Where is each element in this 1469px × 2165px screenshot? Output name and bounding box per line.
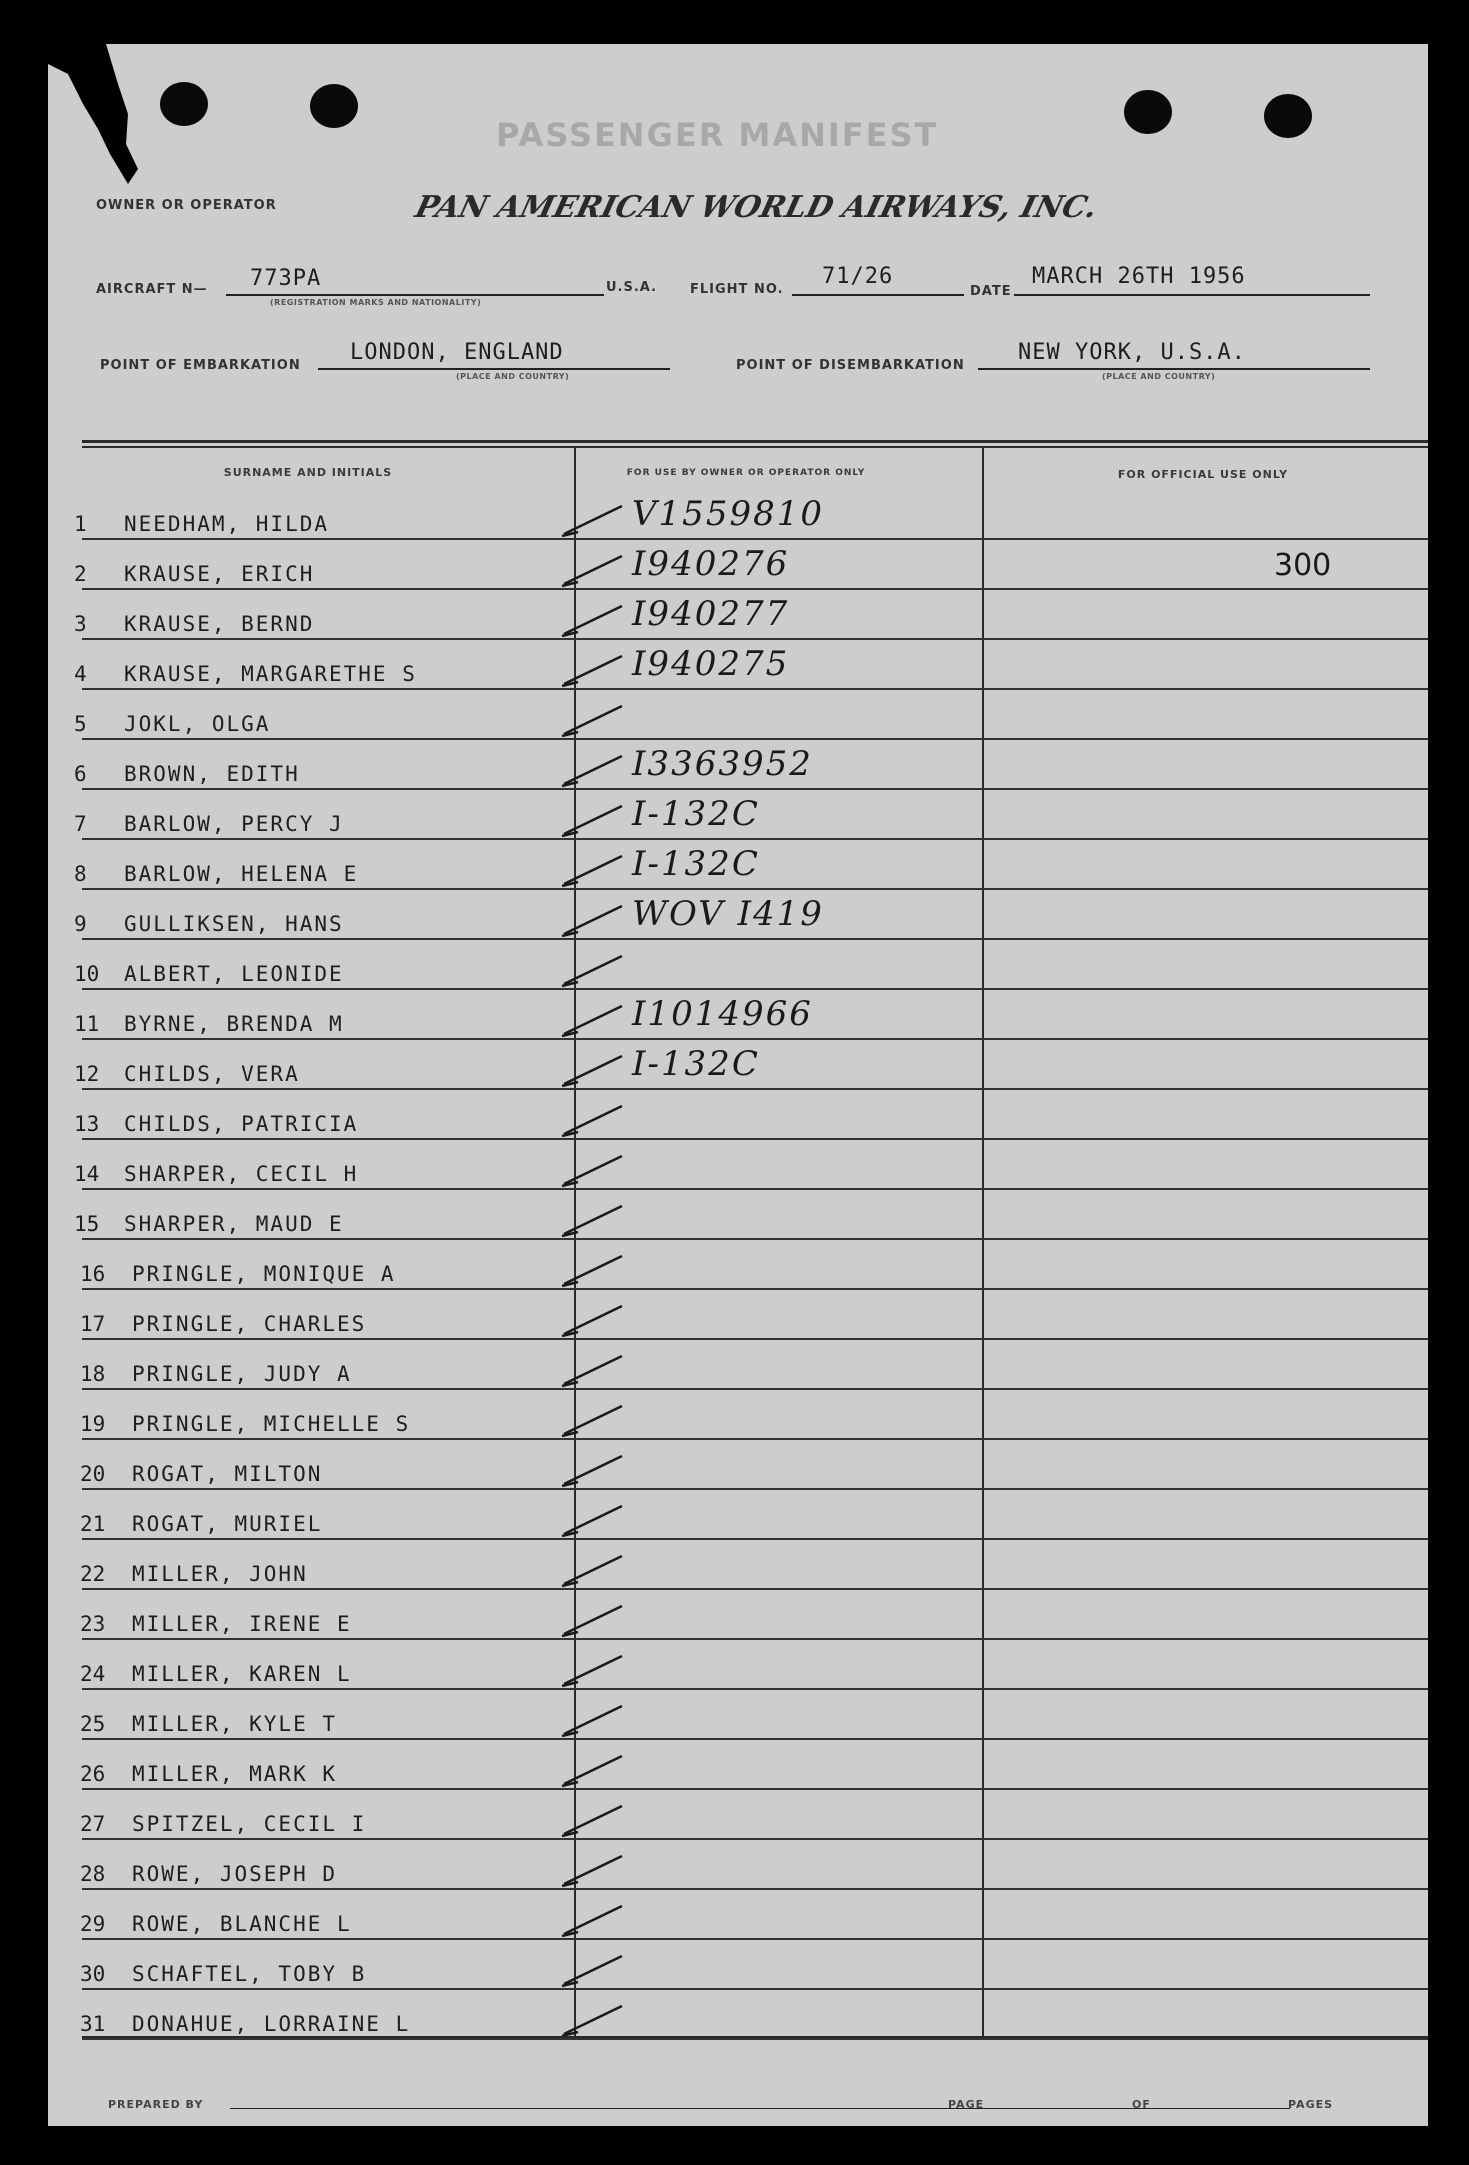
punch-hole: [310, 84, 358, 128]
row-rule: [82, 1088, 1428, 1090]
row-rule: [82, 1588, 1428, 1590]
form-title: PASSENGER MANIFEST: [496, 116, 939, 154]
check-mark-icon: [556, 1496, 646, 1546]
passenger-number: 23: [80, 1612, 106, 1636]
aircraft-line: [226, 294, 604, 296]
torn-corner: [48, 44, 168, 204]
row-rule: [82, 2038, 1428, 2040]
operator-note: I940276: [632, 544, 790, 584]
check-mark-icon: [556, 1746, 646, 1796]
row-rule: [82, 1988, 1428, 1990]
check-mark-icon: [556, 696, 646, 746]
operator-note: I940275: [632, 644, 790, 684]
check-mark-icon: [556, 1996, 646, 2046]
disembark-label: POINT OF DISEMBARKATION: [736, 358, 965, 373]
passenger-number: 4: [74, 662, 87, 686]
check-mark-icon: [556, 1346, 646, 1396]
operator-note: I940277: [632, 594, 790, 634]
passenger-number: 13: [74, 1112, 100, 1136]
passenger-name: ROWE, JOSEPH D: [132, 1862, 338, 1886]
row-rule: [82, 1288, 1428, 1290]
passenger-name: CHILDS, VERA: [124, 1062, 300, 1086]
passenger-name: PRINGLE, MICHELLE S: [132, 1412, 411, 1436]
passenger-number: 27: [80, 1812, 106, 1836]
passenger-number: 10: [74, 962, 100, 986]
footer-rule: [82, 2036, 1428, 2038]
passenger-name: BROWN, EDITH: [124, 762, 300, 786]
passenger-number: 3: [74, 612, 87, 636]
row-rule: [82, 788, 1428, 790]
passenger-name: DONAHUE, LORRAINE L: [132, 2012, 411, 2036]
passenger-name: BARLOW, HELENA E: [124, 862, 359, 886]
usa-label: U.S.A.: [606, 280, 658, 295]
embark-caption: (PLACE AND COUNTRY): [456, 372, 570, 381]
prepared-label: PREPARED BY: [108, 2098, 204, 2111]
passenger-name: BARLOW, PERCY J: [124, 812, 344, 836]
row-rule: [82, 1738, 1428, 1740]
passenger-name: SHARPER, CECIL H: [124, 1162, 359, 1186]
col-divider-2: [982, 446, 984, 2036]
embark-value: LONDON, ENGLAND: [350, 340, 564, 365]
row-rule: [82, 1438, 1428, 1440]
disembark-value: NEW YORK, U.S.A.: [1018, 340, 1246, 365]
flight-label: FLIGHT NO.: [690, 282, 784, 297]
table-top-rule: [82, 440, 1428, 443]
passenger-number: 20: [80, 1462, 106, 1486]
row-rule: [82, 1788, 1428, 1790]
page-label: PAGE: [948, 2098, 985, 2111]
passenger-name: KRAUSE, BERND: [124, 612, 315, 636]
flight-line: [792, 294, 964, 296]
row-rule: [82, 1238, 1428, 1240]
passenger-name: PRINGLE, MONIQUE A: [132, 1262, 396, 1286]
table-top-rule-2: [82, 446, 1428, 448]
row-rule: [82, 1188, 1428, 1190]
row-rule: [82, 688, 1428, 690]
passenger-number: 9: [74, 912, 87, 936]
prepared-line: [230, 2108, 990, 2109]
aircraft-value: 773PA: [250, 266, 322, 291]
row-rule: [82, 588, 1428, 590]
aircraft-label: AIRCRAFT N—: [96, 282, 208, 297]
operator-note: I3363952: [632, 744, 813, 784]
flight-value: 71/26: [822, 264, 894, 289]
check-mark-icon: [556, 1796, 646, 1846]
operator-note: I-132C: [632, 844, 760, 884]
col-header-operator: FOR USE BY OWNER OR OPERATOR ONLY: [626, 468, 866, 478]
check-mark-icon: [556, 1446, 646, 1496]
passenger-number: 5: [74, 712, 87, 736]
row-rule: [82, 738, 1428, 740]
passenger-number: 17: [80, 1312, 106, 1336]
check-mark-icon: [556, 1196, 646, 1246]
row-rule: [82, 1138, 1428, 1140]
row-rule: [82, 838, 1428, 840]
passenger-name: CHILDS, PATRICIA: [124, 1112, 359, 1136]
check-mark-icon: [556, 946, 646, 996]
check-mark-icon: [556, 1546, 646, 1596]
passenger-name: SCHAFTEL, TOBY B: [132, 1962, 367, 1986]
disembark-line: [978, 368, 1370, 370]
punch-hole: [1124, 90, 1172, 134]
row-rule: [82, 888, 1428, 890]
passenger-number: 12: [74, 1062, 100, 1086]
punch-hole: [160, 82, 208, 126]
passenger-number: 16: [80, 1262, 106, 1286]
punch-hole: [1264, 94, 1312, 138]
disembark-caption: (PLACE AND COUNTRY): [1102, 372, 1216, 381]
passenger-name: SPITZEL, CECIL I: [132, 1812, 367, 1836]
official-use-value: 300: [1274, 548, 1332, 583]
page-line: [990, 2108, 1290, 2109]
date-value: MARCH 26TH 1956: [1032, 264, 1246, 289]
passenger-number: 21: [80, 1512, 106, 1536]
row-rule: [82, 1338, 1428, 1340]
passenger-number: 24: [80, 1662, 106, 1686]
passenger-name: MILLER, JOHN: [132, 1562, 308, 1586]
passenger-name: MILLER, KAREN L: [132, 1662, 352, 1686]
passenger-name: ALBERT, LEONIDE: [124, 962, 344, 986]
row-rule: [82, 938, 1428, 940]
embark-line: [318, 368, 670, 370]
manifest-sheet: [48, 44, 1428, 2126]
check-mark-icon: [556, 1846, 646, 1896]
passenger-name: PRINGLE, JUDY A: [132, 1362, 352, 1386]
passenger-name: MILLER, MARK K: [132, 1762, 338, 1786]
passenger-number: 14: [74, 1162, 100, 1186]
check-mark-icon: [556, 1946, 646, 1996]
passenger-number: 2: [74, 562, 87, 586]
passenger-number: 25: [80, 1712, 106, 1736]
row-rule: [82, 1488, 1428, 1490]
operator-note: WOV I419: [632, 894, 824, 934]
row-rule: [82, 638, 1428, 640]
row-rule: [82, 1688, 1428, 1690]
date-label: DATE: [970, 284, 1012, 299]
operator-note: I-132C: [632, 794, 760, 834]
passenger-number: 30: [80, 1962, 106, 1986]
passenger-number: 7: [74, 812, 87, 836]
passenger-name: MILLER, KYLE T: [132, 1712, 338, 1736]
row-rule: [82, 1538, 1428, 1540]
passenger-name: ROGAT, MURIEL: [132, 1512, 323, 1536]
passenger-number: 18: [80, 1362, 106, 1386]
passenger-name: KRAUSE, MARGARETHE S: [124, 662, 417, 686]
passenger-name: SHARPER, MAUD E: [124, 1212, 344, 1236]
check-mark-icon: [556, 1146, 646, 1196]
passenger-name: GULLIKSEN, HANS: [124, 912, 344, 936]
airline-name: PAN AMERICAN WORLD AIRWAYS, INC.: [411, 190, 1101, 225]
check-mark-icon: [556, 1596, 646, 1646]
passenger-number: 26: [80, 1762, 106, 1786]
row-rule: [82, 1638, 1428, 1640]
passenger-name: MILLER, IRENE E: [132, 1612, 352, 1636]
passenger-name: BYRNE, BRENDA M: [124, 1012, 344, 1036]
check-mark-icon: [556, 1396, 646, 1446]
operator-note: I1014966: [632, 994, 813, 1034]
of-label: OF: [1132, 2098, 1151, 2111]
check-mark-icon: [556, 1296, 646, 1346]
check-mark-icon: [556, 1096, 646, 1146]
row-rule: [82, 1838, 1428, 1840]
check-mark-icon: [556, 1646, 646, 1696]
passenger-number: 31: [80, 2012, 106, 2036]
passenger-name: NEEDHAM, HILDA: [124, 512, 330, 536]
passenger-name: JOKL, OLGA: [124, 712, 271, 736]
passenger-name: PRINGLE, CHARLES: [132, 1312, 367, 1336]
passenger-number: 8: [74, 862, 87, 886]
date-line: [1014, 294, 1370, 296]
col-header-official: FOR OFFICIAL USE ONLY: [1117, 468, 1289, 481]
row-rule: [82, 1888, 1428, 1890]
row-rule: [82, 1938, 1428, 1940]
passenger-name: ROWE, BLANCHE L: [132, 1912, 352, 1936]
col-header-surname: SURNAME AND INITIALS: [223, 466, 393, 479]
passenger-name: ROGAT, MILTON: [132, 1462, 323, 1486]
passenger-number: 29: [80, 1912, 106, 1936]
passenger-number: 22: [80, 1562, 106, 1586]
embark-label: POINT OF EMBARKATION: [100, 358, 301, 373]
passenger-number: 15: [74, 1212, 100, 1236]
passenger-number: 28: [80, 1862, 106, 1886]
row-rule: [82, 1038, 1428, 1040]
operator-note: V1559810: [632, 494, 824, 534]
check-mark-icon: [556, 1896, 646, 1946]
registration-caption: (REGISTRATION MARKS AND NATIONALITY): [270, 298, 482, 307]
passenger-name: KRAUSE, ERICH: [124, 562, 315, 586]
passenger-number: 19: [80, 1412, 106, 1436]
operator-note: I-132C: [632, 1044, 760, 1084]
pages-label: PAGES: [1288, 2098, 1334, 2111]
passenger-number: 6: [74, 762, 87, 786]
check-mark-icon: [556, 1696, 646, 1746]
row-rule: [82, 538, 1428, 540]
check-mark-icon: [556, 1246, 646, 1296]
passenger-number: 1: [74, 512, 87, 536]
row-rule: [82, 1388, 1428, 1390]
row-rule: [82, 988, 1428, 990]
passenger-number: 11: [74, 1012, 100, 1036]
owner-label: OWNER OR OPERATOR: [96, 198, 277, 213]
